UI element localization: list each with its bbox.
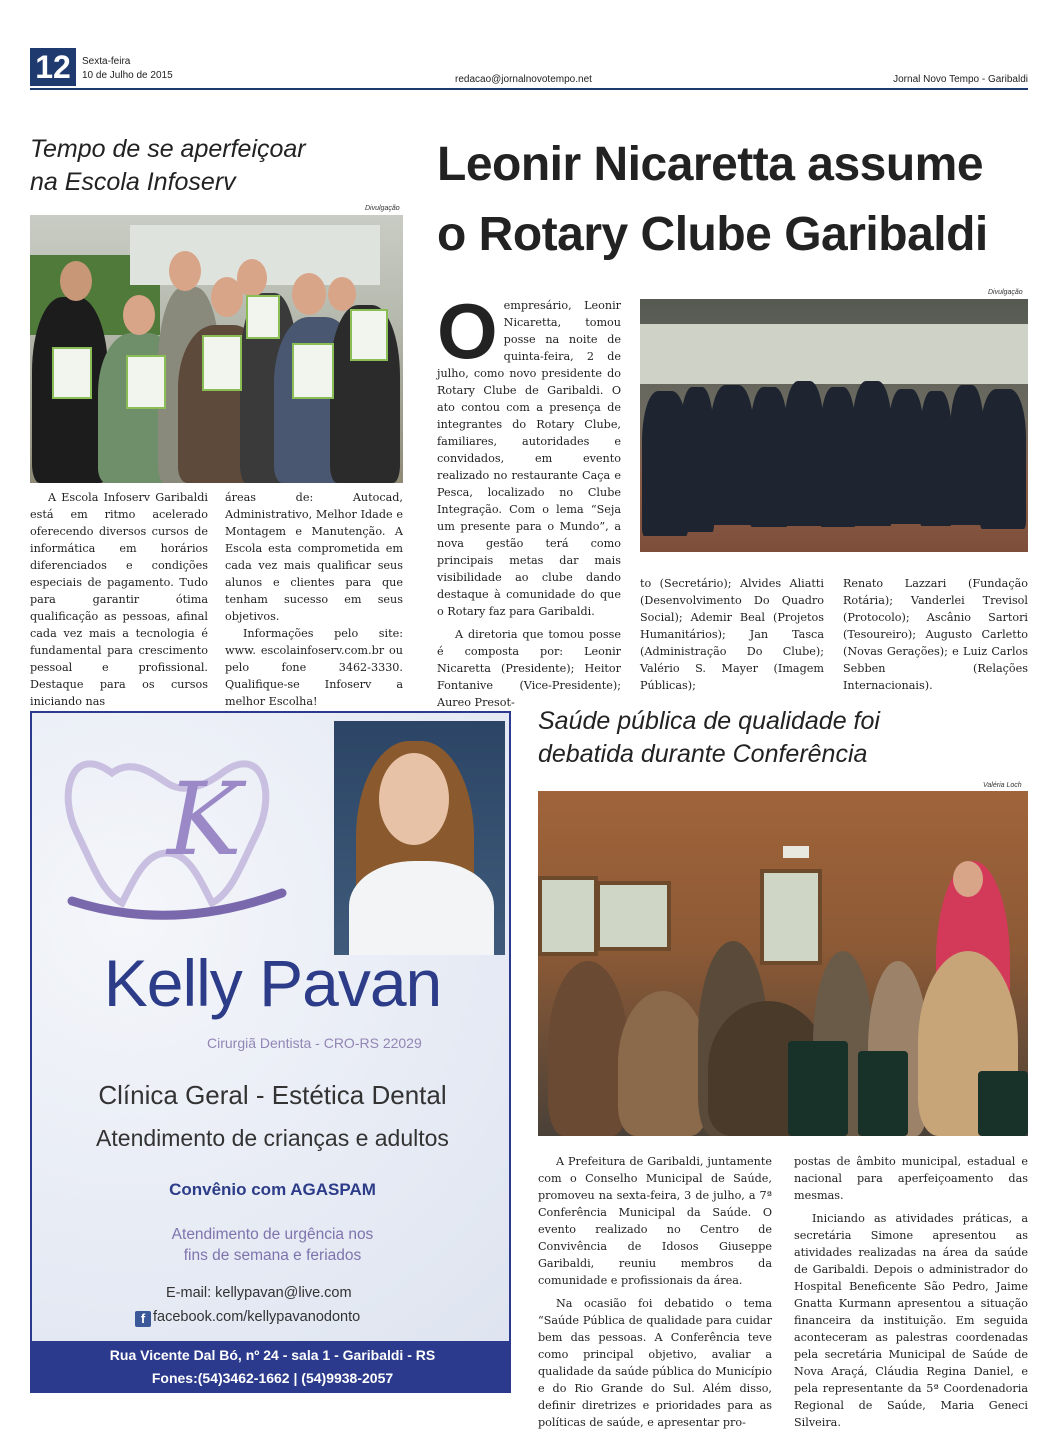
ad-facebook-url[interactable]: facebook.com/kellypavanodonto: [153, 1309, 361, 1325]
photo-person: [750, 387, 788, 527]
photo-coat: [349, 861, 494, 955]
ad-audience: Atendimento de crianças e adultos: [96, 1125, 449, 1151]
header-paper-name: Jornal Novo Tempo - Garibaldi: [893, 74, 1028, 85]
rotary-headline-line2: o Rotary Clube Garibaldi: [437, 208, 988, 261]
photo-head: [237, 259, 267, 297]
photo-certificate: [292, 343, 334, 399]
rotary-paragraph: empresário, Leonir Nicaretta, tomou posse na noite de quinta-feira, 2 de julho, como novo presidente do Rotary Clube de Garibaldi. O ato contou com a presença de integrantes do Rotary Clube, familiares, autoridades e convidados, em evento realizado no restaurante Caça e Pesca, localizado no Clube Integração. Com o lema “Seja um presente para o Mundo”, a nova gestão terá como principais metas dar mais visibilidade ao clube dando destaque à comunidade do que o Rotary faz para Garibaldi.: [437, 299, 621, 618]
ad-dentist-role: Cirurgiã Dentista - CRO-RS 22029: [207, 1035, 422, 1051]
photo-chair: [788, 1041, 848, 1136]
photo-certificate: [350, 309, 388, 361]
photo-head: [953, 861, 983, 897]
photo-person: [784, 381, 824, 526]
photo-head: [169, 251, 201, 291]
infoserv-title: [30, 133, 420, 199]
page-number: 12: [30, 48, 76, 86]
kelly-pavan-ad: [30, 711, 511, 1393]
photo-person: [618, 991, 708, 1136]
ad-urgency: [32, 1224, 511, 1266]
photo-person: [548, 961, 628, 1136]
saude-column-2: [794, 1153, 1028, 1431]
header-date: 10 de Julho de 2015: [82, 70, 173, 81]
rotary-paragraph: Renato Lazzari (Fundação Rotária); Vanderlei Trevisol (Protocolo); Ascânio Sartori (Tesoureiro); Augusto Carletto (Novas Gerações); e Luiz Carlos Sebben (Relações Internacionais).: [843, 577, 1028, 692]
ad-urgency-line1: Atendimento de urgência nos: [171, 1226, 374, 1243]
photo-person: [920, 391, 952, 526]
photo-window: [760, 869, 822, 965]
rotary-column-2: [640, 575, 824, 694]
infoserv-photo: [30, 215, 403, 483]
ad-services: Clínica Geral - Estética Dental: [98, 1080, 447, 1110]
photo-head: [292, 273, 326, 315]
photo-certificate: [126, 355, 166, 409]
photo-head: [60, 261, 92, 301]
photo-chair: [858, 1051, 908, 1136]
ad-phones: Fones:(54)3462-1662 | (54)9938-2057: [151, 1370, 394, 1386]
rotary-dropcap: O: [437, 287, 498, 375]
infoserv-paragraph: Informações pelo site: www. escolainfoserv.com.br ou pelo fone 3462-3330. Qualifique-se Infoserv a melhor Escolha!: [225, 627, 403, 708]
photo-window: [538, 876, 598, 956]
saude-paragraph: postas de âmbito municipal, estadual e nacional para aperfeiçoamento das mesmas.: [794, 1155, 1028, 1202]
infoserv-photo-credit: Divulgação: [365, 205, 400, 212]
photo-person: [710, 385, 754, 525]
rotary-column-1: [437, 287, 621, 711]
rotary-photo: [640, 299, 1028, 552]
header-email[interactable]: redacao@jornalnovotempo.net: [455, 74, 592, 85]
ad-urgency-line2: fins de semana e feriados: [183, 1247, 362, 1264]
exit-sign: [783, 846, 809, 858]
infoserv-column-2: [225, 489, 403, 710]
photo-head: [123, 295, 155, 335]
ad-contact-bar: [32, 1341, 511, 1393]
photo-head: [328, 277, 356, 311]
rotary-photo-credit: Divulgação: [988, 289, 1023, 296]
saude-paragraph: Iniciando as atividades práticas, a secretária Simone apresentou as atividades realizadas na área da saúde de Garibaldi. Depois o administrador do Hospital Beneficente São Pedro, Jaime Gnatta Kurmann apresentou a situação financeira da instituição. Em seguida aconteceram as palestras coordenadas pela secretária Municipal de Saúde de Nova Araçá, Cláudia Regina Daniel, e pela representante da 5ª Coordenadoria Regional de Saúde, Maria Geneci Silveira.: [794, 1212, 1028, 1429]
saude-photo: [538, 791, 1028, 1136]
ad-address: Rua Vicente Dal Bó, nº 24 - sala 1 - Garibaldi - RS: [109, 1347, 436, 1363]
rotary-headline: [437, 130, 1027, 270]
photo-chair: [978, 1071, 1028, 1136]
saude-paragraph: A Prefeitura de Garibaldi, juntamente com o Conselho Municipal de Saúde, promoveu na sexta-feira, 3 de julho, a 7ª Conferência Municipal da Saúde. O evento realizado no Centro de Convivência de Idosos Giuseppe Garibaldi, reuniu membros da comunidade e profissionais da área.: [538, 1155, 772, 1287]
photo-certificate: [246, 295, 280, 339]
saude-paragraph: Na ocasião foi debatido o tema “Saúde Pública de qualidade para cuidar bem das pessoas. A Conferência teve como principal objetivo, avaliar a qualidade da saúde pública do Município e do Rio Grande do Sul. Além disso, definir diretrizes e prioridades para as políticas de saúde, e apresentar pro-: [538, 1297, 772, 1429]
saude-photo-credit: Valéria Loch: [983, 782, 1022, 789]
photo-window: [596, 881, 671, 951]
photo-face: [379, 753, 449, 845]
photo-person: [950, 385, 984, 525]
photo-certificate: [202, 335, 242, 391]
infoserv-title-line1: Tempo de se aperfeiçoar: [30, 135, 306, 163]
photo-person: [888, 389, 924, 524]
infoserv-paragraph: A Escola Infoserv Garibaldi está em ritmo acelerado oferecendo diversos cursos de informática em horários diferenciados e condições especiais de pagamento. Tudo para garantir ótima qualificação as pessoas, afinal cada vez mais a tecnologia é fundamental para crescimento pessoal e profissional. Destaque para os cursos iniciando nas: [30, 491, 208, 708]
photo-person: [980, 389, 1026, 529]
photo-person: [680, 387, 714, 532]
infoserv-title-line2: na Escola Infoserv: [30, 168, 236, 196]
photo-certificate: [52, 347, 92, 399]
page-header: [30, 48, 1028, 90]
infoserv-paragraph: áreas de: Autocad, Administrativo, Melhor Idade e Montagem e Manutenção. A Escola esta comprometida em cada vez mais qualificar seus alunos e clientes para que tenham sucesso em seus objetivos.: [225, 491, 403, 623]
dentist-photo: [334, 721, 505, 955]
rotary-headline-line1: Leonir Nicaretta assume: [437, 138, 984, 191]
logo-letter: K: [167, 761, 242, 878]
saude-title-line1: Saúde pública de qualidade foi: [538, 707, 880, 735]
photo-person: [820, 387, 856, 527]
rotary-paragraph: to (Secretário); Alvides Aliatti (Desenvolvimento Do Quadro Social); Ademir Beal (Projetos Humanitários); Jan Tasca (Administração Do Clube); Valério S. Mayer (Imagem Públicas);: [640, 577, 824, 692]
photo-person: [852, 381, 892, 526]
saude-title-line2: debatida durante Conferência: [538, 740, 868, 768]
saude-column-1: [538, 1153, 772, 1431]
ad-facebook[interactable]: [135, 1309, 360, 1327]
ad-dentist-name: Kelly Pavan: [103, 946, 442, 1020]
photo-background-wall: [640, 324, 1028, 384]
infoserv-column-1: [30, 489, 208, 710]
saude-title: [538, 705, 1028, 771]
ad-convenio: Convênio com AGASPAM: [169, 1180, 376, 1199]
facebook-icon: f: [135, 1311, 151, 1327]
rotary-column-3: [843, 575, 1028, 694]
header-day: Sexta-feira: [82, 56, 131, 67]
rotary-paragraph: A diretoria que tomou posse é composta por: Leonir Nicaretta (Presidente); Heitor Fontanive (Vice-Presidente); Aureo Presot-: [437, 628, 621, 709]
ad-email[interactable]: E-mail: kellypavan@live.com: [166, 1285, 352, 1301]
